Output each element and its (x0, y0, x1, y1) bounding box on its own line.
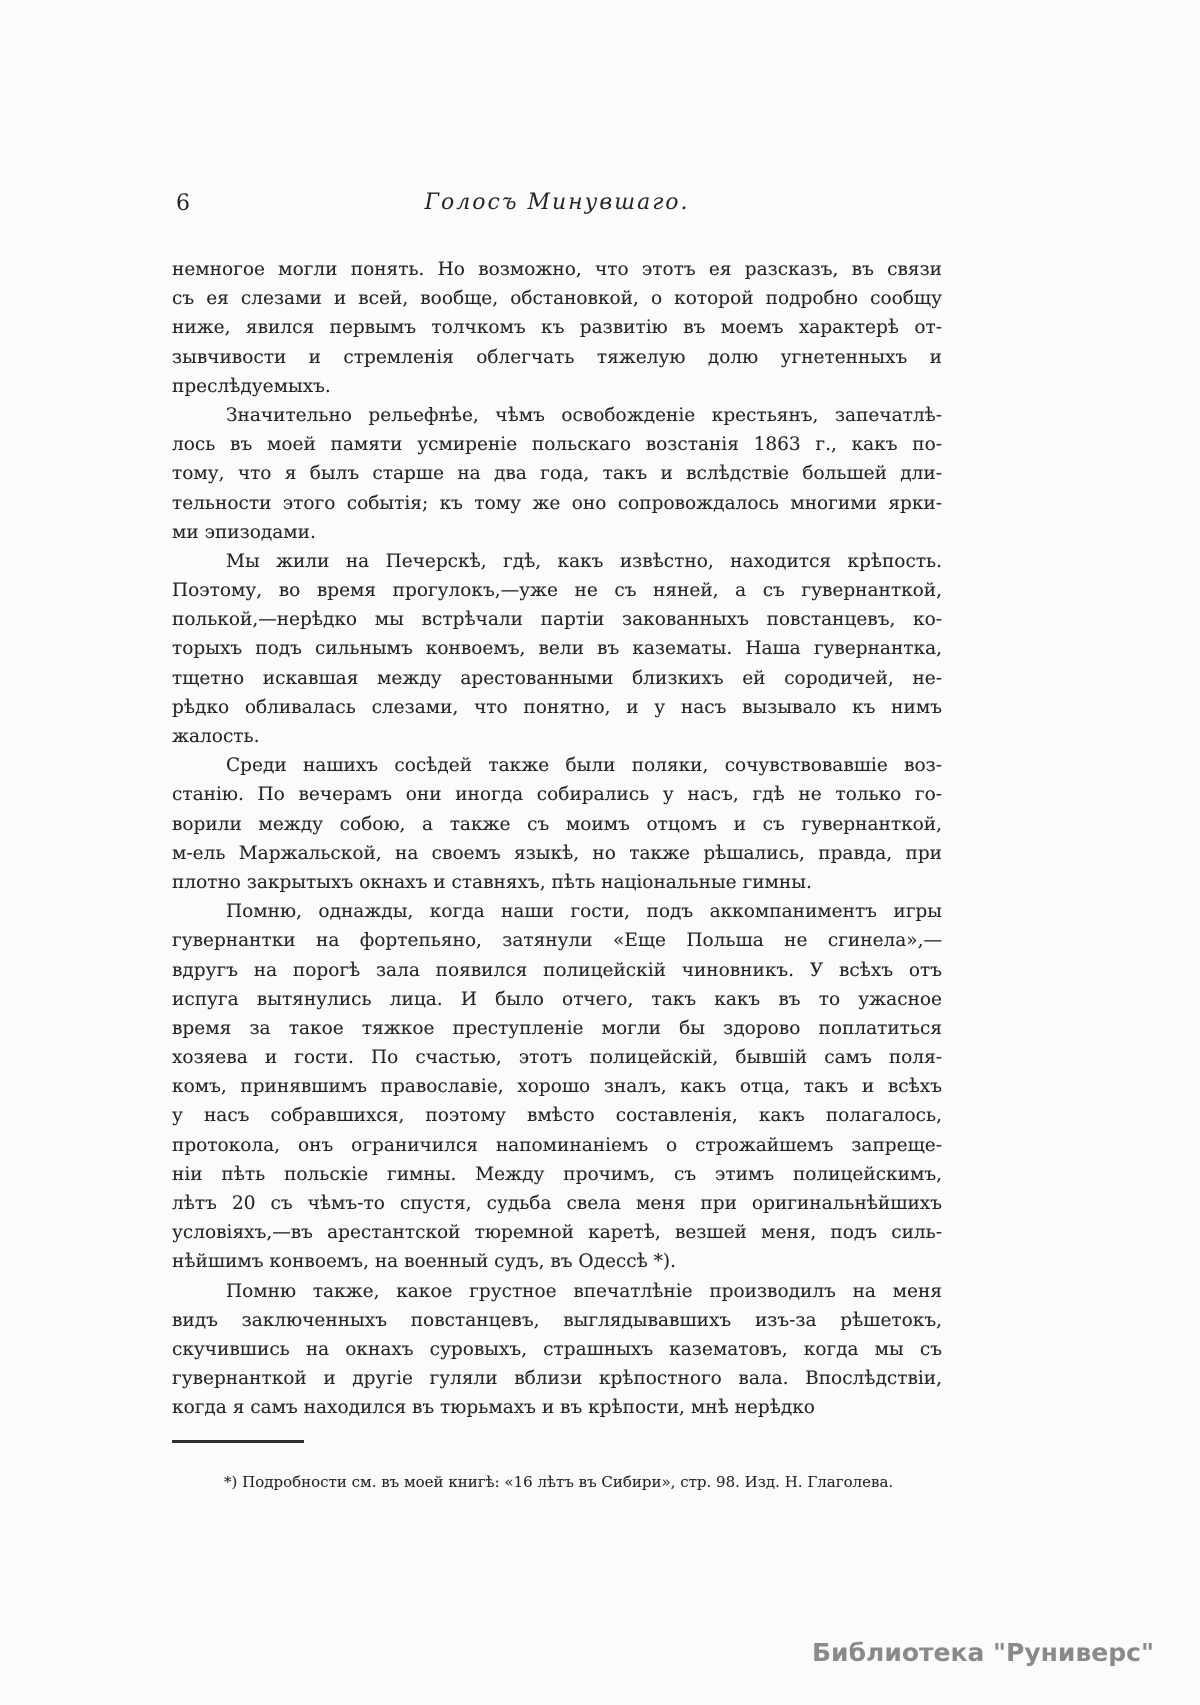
text-line: ми эпизодами. (172, 521, 316, 543)
text-line: нѣйшимъ конвоемъ, на военный судъ, въ Одессѣ *). (172, 1251, 677, 1273)
text-line: гувернантки на фортепьяно, затянули «Еще Польша не сгинела»,— (172, 930, 942, 952)
text-line: станію. По вечерамъ они иногда собирались у насъ, гдѣ не только го- (172, 784, 942, 806)
text-line: время за такое тяжкое преступленіе могли бы здорово поплатиться (172, 1017, 942, 1039)
text-line: Среди нашихъ сосѣдей также были поляки, сочувствовавшіе воз- (226, 755, 942, 777)
text-line: полькой,—нерѣдко мы встрѣчали партіи закованныхъ повстанцевъ, ко- (172, 609, 942, 631)
text-line: съ ея слезами и всей, вообще, обстановкой, о которой подробно сообщу (172, 288, 942, 310)
text-line: ниже, явился первымъ толчкомъ къ развитію въ моемъ характерѣ от- (172, 317, 942, 339)
text-line: Помню, однажды, когда наши гости, подъ аккомпаниментъ игры (226, 901, 942, 923)
text-line: комъ, принявшимъ православіе, хорошо зналъ, какъ отца, такъ и всѣхъ (172, 1076, 942, 1098)
text-line: у насъ собравшихся, поэтому вмѣсто составленія, какъ полагалось, (172, 1105, 942, 1127)
text-line: ворили между собою, а также съ моимъ отцомъ и съ гувернанткой, (172, 813, 942, 835)
body-text (172, 255, 942, 1423)
text-line: жалость. (172, 726, 260, 747)
footnote: *) Подробности см. въ моей книгѣ: «16 лѣтъ въ Сибири», стр. 98. Изд. Н. Глаголева. (224, 1473, 894, 1491)
paragraph (172, 547, 942, 751)
text-line: немногое могли понять. Но возможно, что этотъ ея разсказъ, въ связи (172, 259, 942, 280)
text-line: торыхъ подъ сильнымъ конвоемъ, вели въ казематы. Наша гувернантка, (172, 638, 942, 660)
paragraph (172, 897, 942, 1276)
running-title: Голосъ Минувшаго. (424, 190, 690, 215)
text-line: Поэтому, во время прогулокъ,—уже не съ няней, а съ гувернанткой, (172, 580, 942, 602)
text-line: м-ель Маржальской, на своемъ языкѣ, но также рѣшались, правда, при (172, 842, 942, 864)
text-line: ніи пѣть польскіе гимны. Между прочимъ, съ этимъ полицейскимъ, (172, 1163, 942, 1185)
text-line: испуга вытянулись лица. И было отчего, такъ какъ въ то ужасное (172, 988, 942, 1010)
paragraph (172, 751, 942, 897)
paragraph (172, 255, 942, 401)
text-line: тщетно искавшая между арестованными близкихъ ей сородичей, не- (172, 667, 942, 689)
text-line: видъ заключенныхъ повстанцевъ, выглядывавшихъ изъ-за рѣшетокъ, (172, 1309, 942, 1331)
text-line: условіяхъ,—въ арестантской тюремной каретѣ, везшей меня, подъ силь- (172, 1222, 942, 1244)
text-line: когда я самъ находился въ тюрьмахъ и въ крѣпости, мнѣ нерѣдко (172, 1397, 815, 1419)
text-line: тому, что я былъ старше на два года, такъ и вслѣдствіе большей дли- (172, 463, 942, 485)
text-line: зывчивости и стремленія облегчать тяжелую долю угнетенныхъ и (172, 346, 942, 368)
text-line: вдругъ на порогѣ зала появился полицейскій чиновникъ. У всѣхъ отъ (172, 959, 942, 981)
running-head (172, 190, 942, 220)
text-line: гувернанткой и другіе гуляли вблизи крѣпостного вала. Впослѣдствіи, (172, 1368, 942, 1390)
text-line: хозяева и гости. По счастью, этотъ полицейскій, бывшій самъ поля- (172, 1047, 942, 1069)
paragraph (172, 1277, 942, 1423)
text-line: лось въ моей памяти усмиреніе польскаго возстанія 1863 г., какъ по- (172, 434, 942, 456)
text-line: Значительно рельефнѣе, чѣмъ освобожденіе крестьянъ, запечатлѣ- (226, 404, 942, 426)
text-line: рѣдко обливалась слезами, что понятно, и у насъ вызывало къ нимъ (172, 696, 942, 718)
text-line: лѣтъ 20 съ чѣмъ-то спустя, судьба свела меня при оригинальнѣйшихъ (172, 1193, 942, 1214)
text-line: протокола, онъ ограничился напоминаніемъ о строжайшемъ запреще- (172, 1134, 942, 1156)
text-line: скучившись на окнахъ суровыхъ, страшныхъ казематовъ, когда мы съ (172, 1338, 942, 1360)
text-line: Помню также, какое грустное впечатлѣніе производилъ на меня (226, 1280, 942, 1302)
text-line: плотно закрытыхъ окнахъ и ставняхъ, пѣть національные гимны. (172, 871, 812, 893)
paragraph (172, 401, 942, 547)
footnote-separator (172, 1440, 304, 1443)
text-line: преслѣдуемыхъ. (172, 375, 331, 397)
watermark: Библиотека "Руниверс" (812, 1638, 1154, 1667)
text-line: тельности этого событія; къ тому же оно сопровождалось многими ярки- (172, 492, 942, 514)
page-number: 6 (176, 191, 190, 216)
text-line: Мы жили на Печерскѣ, гдѣ, какъ извѣстно, находится крѣпость. (226, 550, 942, 572)
